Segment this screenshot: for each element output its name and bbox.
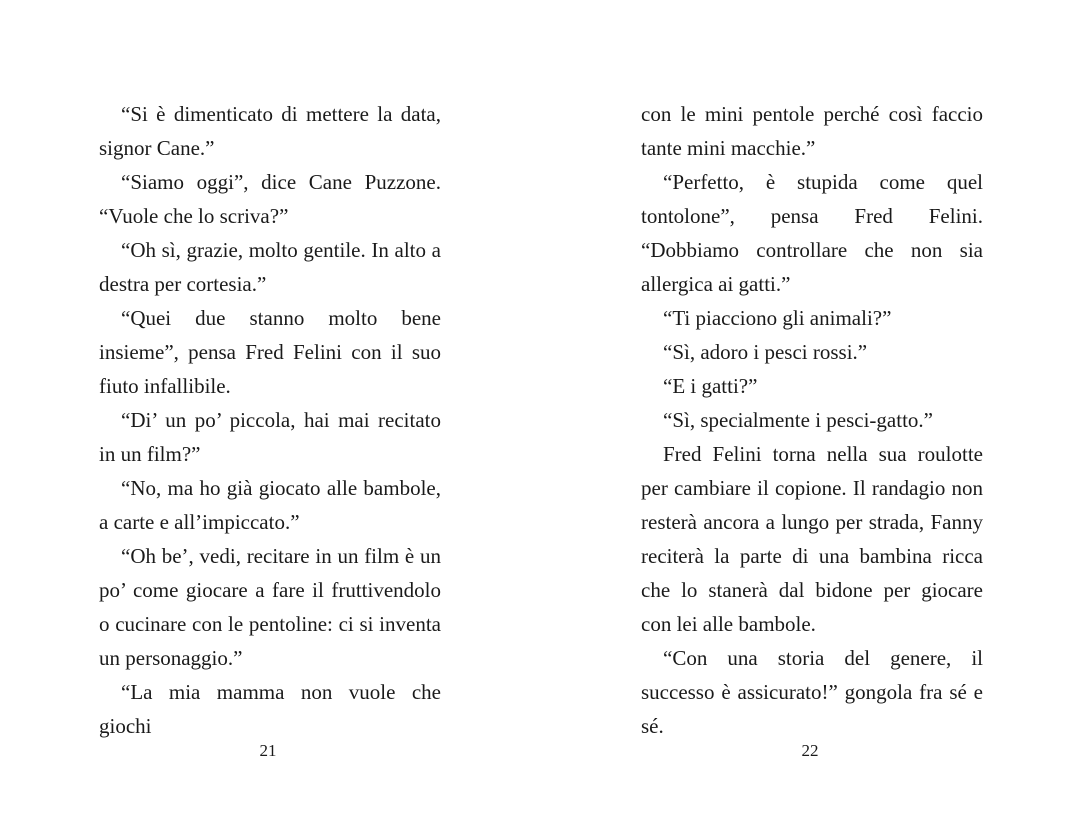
paragraph: “Siamo oggi”, dice Cane Puzzone. “Vuole che lo scriva?”: [99, 170, 441, 228]
paragraph: “Sì, specialmente i pesci-gatto.”: [663, 408, 933, 432]
page-number: 22: [801, 741, 819, 760]
paragraph: “No, ma ho già giocato alle bambole, a carte e all’impiccato.”: [99, 476, 441, 534]
paragraph: “La mia mamma non vuole che giochi: [99, 680, 441, 738]
paragraph: Fred Felini torna nella sua roulotte per cambiare il copione. Il randagio non resterà ancora a lungo per strada, Fanny reciterà la parte di una bambina ricca che lo stanerà dal bidone per giocare con lei alle bambole.: [641, 442, 983, 636]
paragraph: “Perfetto, è stupida come quel tontolone”, pensa Fred Felini. “Dobbiamo controllare che non sia allergica ai gatti.”: [641, 170, 983, 296]
right-page: [641, 97, 983, 743]
paragraph-continuation: con le mini pentole perché così faccio tante mini macchie.”: [641, 102, 983, 160]
paragraph: “Con una storia del genere, il successo è assicurato!” gongola fra sé e sé.: [641, 646, 983, 738]
paragraph: “Si è dimenticato di mettere la data, signor Cane.”: [99, 102, 441, 160]
paragraph: “Quei due stanno molto bene insieme”, pensa Fred Felini con il suo fiuto infallibile.: [99, 306, 441, 398]
paragraph: “Di’ un po’ piccola, hai mai recitato in un film?”: [99, 408, 441, 466]
paragraph: “E i gatti?”: [663, 374, 758, 398]
paragraph: “Ti piacciono gli animali?”: [663, 306, 892, 330]
paragraph: “Sì, adoro i pesci rossi.”: [663, 340, 868, 364]
paragraph: “Oh sì, grazie, molto gentile. In alto a destra per cortesia.”: [99, 238, 441, 296]
left-page: [99, 97, 441, 743]
page-number: 21: [259, 741, 277, 760]
paragraph: “Oh be’, vedi, recitare in un film è un po’ come giocare a fare il fruttivendolo o cucinare con le pentoline: ci si inventa un personaggio.”: [99, 544, 441, 670]
